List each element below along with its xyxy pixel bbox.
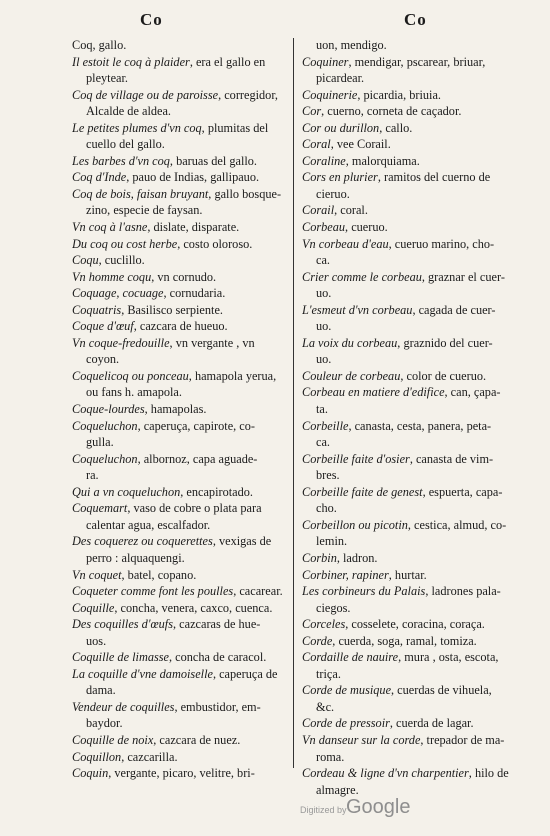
dictionary-line <box>72 401 290 418</box>
definition-text: , cazcaras de hue- <box>173 617 261 632</box>
dictionary-line <box>302 550 520 567</box>
dictionary-line <box>302 202 520 219</box>
definition-text: , hurtar. <box>388 567 427 582</box>
definition-text: , canasta de vim- <box>409 451 494 466</box>
headword: Corceles <box>302 617 346 632</box>
definition-text: cuello del gallo. <box>86 137 165 152</box>
definition-text: , Basilisco serpiente. <box>121 302 223 317</box>
definition-text: , vn vergante , vn <box>169 335 255 350</box>
definition-text: , caperuça de <box>212 666 278 681</box>
dictionary-line <box>302 567 520 584</box>
dictionary-line <box>72 368 290 385</box>
headword: Corbeille faite de genest <box>302 484 423 499</box>
headword: Corail <box>302 203 335 218</box>
dictionary-line <box>302 269 520 286</box>
dictionary-line <box>302 484 520 501</box>
headword: Coquinerie <box>302 87 358 102</box>
dictionary-line <box>302 418 520 435</box>
dictionary-line <box>302 451 520 468</box>
headword: Corde de pressoir <box>302 716 390 731</box>
dictionary-line <box>72 219 290 236</box>
definition-text: , cagada de cuer- <box>412 302 496 317</box>
definition-text: , mura , osta, escota, <box>398 650 499 665</box>
definition-text: perro : alquaquengi. <box>86 550 185 565</box>
dictionary-line <box>72 732 290 749</box>
definition-text: , cornudaria. <box>163 286 226 301</box>
definition-text: ciegos. <box>316 600 351 615</box>
headword: Vn homme coqu <box>72 269 152 284</box>
dictionary-line <box>302 335 520 352</box>
definition-text: , costo oloroso. <box>177 236 253 251</box>
definition-text: , cuerno, corneta de caçador. <box>321 104 462 119</box>
dictionary-line <box>302 699 520 716</box>
headword: Des coquilles d'œufs <box>72 617 173 632</box>
definition-text: , malorquiama. <box>345 153 420 168</box>
dictionary-line <box>302 732 520 749</box>
dictionary-line <box>72 500 290 517</box>
dictionary-line <box>302 103 520 120</box>
running-header-right: Co <box>404 10 427 29</box>
definition-text: &c. <box>316 699 335 714</box>
dictionary-line <box>72 269 290 286</box>
headword: Corbin <box>302 550 337 565</box>
dictionary-line <box>72 550 290 567</box>
headword: Coquille <box>72 600 115 615</box>
headword: Corbeillon ou picotin <box>302 517 408 532</box>
dictionary-line <box>302 302 520 319</box>
definition-text: , trepador de ma- <box>420 732 505 747</box>
definition-text: , vaso de cobre o plata para <box>127 501 262 516</box>
dictionary-line <box>72 484 290 501</box>
dictionary-line <box>72 467 290 484</box>
dictionary-line <box>72 202 290 219</box>
headword: Du coq ou cost herbe <box>72 236 178 251</box>
definition-text: , plumitas del <box>201 120 269 135</box>
definition-text: , espuerta, capa- <box>422 484 503 499</box>
headword: Les barbes d'vn coq <box>72 153 170 168</box>
definition-text: uos. <box>86 633 107 648</box>
definition-text: Alcalde de aldea. <box>86 104 172 119</box>
dictionary-line <box>72 236 290 253</box>
definition-text: , cuerda, soga, ramal, tomiza. <box>332 633 477 648</box>
dictionary-line <box>72 169 290 186</box>
headword: Vn coq à l'asne <box>72 220 148 235</box>
definition-text: baydor. <box>86 716 123 731</box>
dictionary-line <box>302 500 520 517</box>
dictionary-line <box>72 616 290 633</box>
headword: Cordaille de nauire <box>302 650 399 665</box>
definition-text: , vergante, picaro, velitre, bri- <box>108 766 255 781</box>
headword: Des coquerez ou coquerettes <box>72 534 213 549</box>
definition-text: , ladron. <box>336 550 378 565</box>
dictionary-line <box>302 517 520 534</box>
digitization-footer <box>300 796 470 822</box>
dictionary-line <box>72 120 290 137</box>
dictionary-line <box>302 765 520 782</box>
dictionary-line <box>72 715 290 732</box>
headword: Vn danseur sur la corde <box>302 732 421 747</box>
definition-text: , hilo de <box>468 766 509 781</box>
definition-text: , cosselete, coracina, coraça. <box>345 617 485 632</box>
headword: Coquille de noix <box>72 732 154 747</box>
definition-text: ca. <box>316 435 330 450</box>
dictionary-line <box>302 749 520 766</box>
headword: Coqueter comme font les poulles <box>72 584 234 599</box>
dictionary-line <box>72 384 290 401</box>
definition-text: uon, mendigo. <box>316 38 387 52</box>
headword: Corde de musique <box>302 683 392 698</box>
dictionary-line <box>302 219 520 236</box>
definition-text: triça. <box>316 666 341 681</box>
headword: Corbeille faite d'osier <box>302 451 410 466</box>
definition-text: , cazcarilla. <box>121 749 178 764</box>
definition-text: , vn cornudo. <box>151 269 217 284</box>
definition-text: , cazcara de hueuo. <box>133 319 228 334</box>
definition-text: , graznar el cuer- <box>421 269 505 284</box>
definition-text: , pauo de Indias, gallipauo. <box>126 170 260 185</box>
headword: Corbeau en matiere d'edifice <box>302 385 445 400</box>
dictionary-line <box>302 186 520 203</box>
headword: Coraline <box>302 153 346 168</box>
dictionary-line <box>302 351 520 368</box>
headword: Coqueluchon <box>72 451 138 466</box>
definition-text: ta. <box>316 402 328 417</box>
definition-text: cieruo. <box>316 186 350 201</box>
running-header-left: Co <box>140 10 163 29</box>
definition-text: dama. <box>86 683 116 698</box>
column-divider <box>293 38 294 768</box>
definition-text: , cazcara de nuez. <box>153 732 241 747</box>
definition-text: zino, especie de faysan. <box>86 203 203 218</box>
headword: Vn coquet <box>72 567 122 582</box>
dictionary-line <box>72 252 290 269</box>
headword: Crier comme le corbeau <box>302 269 422 284</box>
definition-text: , ramitos del cuerno de <box>377 170 491 185</box>
definition-text: ou fans h. amapola. <box>86 385 182 400</box>
definition-text: , corregidor, <box>218 87 279 102</box>
headword: L'esmeut d'vn corbeau <box>302 302 413 317</box>
headword: Cor <box>302 104 322 119</box>
definition-text: , albornoz, capa aguade- <box>137 451 258 466</box>
dictionary-line <box>302 153 520 170</box>
headword: Vn corbeau d'eau <box>302 236 389 251</box>
definition-text: , cacarear. <box>233 584 283 599</box>
headword: Corbeille <box>302 418 349 433</box>
dictionary-line <box>72 70 290 87</box>
definition-text: , cuclillo. <box>98 253 145 268</box>
definition-text: , dislate, disparate. <box>147 220 240 235</box>
definition-text: calentar agua, escalfador. <box>86 517 211 532</box>
definition-text: , callo. <box>379 120 413 135</box>
dictionary-line <box>72 600 290 617</box>
headword: Cordeau & ligne d'vn charpentier <box>302 766 469 781</box>
headword: Vn coque-fredouille <box>72 335 170 350</box>
definition-text: cho. <box>316 501 337 516</box>
definition-text: , concha, venera, caxco, cuenca. <box>114 600 273 615</box>
dictionary-line <box>72 318 290 335</box>
dictionary-line <box>72 765 290 782</box>
headword: Coquemart <box>72 501 128 516</box>
headword: Coq d'Inde <box>72 170 127 185</box>
definition-text: , color de cueruo. <box>400 368 487 383</box>
headword: Les corbineurs du Palais <box>302 584 426 599</box>
definition-text: , coral. <box>334 203 368 218</box>
dictionary-line <box>302 583 520 600</box>
definition-text: Coq, gallo. <box>72 38 127 52</box>
dictionary-line <box>72 699 290 716</box>
headword: Corbiner, rapiner <box>302 567 389 582</box>
headword: Corbeau <box>302 220 346 235</box>
digitized-by-text: Digitized by <box>300 805 347 815</box>
definition-text: , vee Corail. <box>330 137 391 152</box>
dictionary-line <box>72 567 290 584</box>
dictionary-line <box>302 368 520 385</box>
left-column <box>72 37 290 782</box>
dictionary-line <box>72 533 290 550</box>
dictionary-line <box>302 401 520 418</box>
dictionary-line <box>72 649 290 666</box>
headword: Coq de bois, faisan bruyant <box>72 186 209 201</box>
dictionary-line <box>302 682 520 699</box>
definition-text: , hamapola yerua, <box>188 368 277 383</box>
definition-text: almagre. <box>316 782 359 797</box>
headword: Coquiner <box>302 54 349 69</box>
dictionary-line <box>72 583 290 600</box>
dictionary-line <box>72 285 290 302</box>
definition-text: , baruas del gallo. <box>169 153 257 168</box>
headword: Corde <box>302 633 333 648</box>
dictionary-line <box>72 749 290 766</box>
headword: Cor ou durillon <box>302 120 380 135</box>
definition-text: uo. <box>316 319 332 334</box>
definition-text: , concha de caracol. <box>169 650 267 665</box>
dictionary-line <box>302 434 520 451</box>
dictionary-line <box>72 54 290 71</box>
dictionary-line <box>302 666 520 683</box>
dictionary-line <box>72 666 290 683</box>
dictionary-line <box>302 649 520 666</box>
definition-text: , cuerdas de vihuela, <box>391 683 492 698</box>
headword: Cors en plurier <box>302 170 378 185</box>
dictionary-line <box>302 467 520 484</box>
dictionary-line <box>302 715 520 732</box>
definition-text: , encapirotado. <box>180 484 253 499</box>
dictionary-line <box>302 120 520 137</box>
headword: Coque-lourdes <box>72 402 145 417</box>
headword: Vendeur de coquilles <box>72 699 175 714</box>
definition-text: , hamapolas. <box>144 402 207 417</box>
headword: Coque d'œuf <box>72 319 134 334</box>
headword: Coqu <box>72 253 99 268</box>
headword: Il estoit le coq à plaider <box>72 54 190 69</box>
headword: La coquille d'vne damoiselle <box>72 666 213 681</box>
definition-text: , picardia, briuia. <box>357 87 441 102</box>
dictionary-line <box>302 87 520 104</box>
headword: Coral <box>302 137 331 152</box>
dictionary-line <box>302 252 520 269</box>
headword: Coquillon <box>72 749 122 764</box>
definition-text: coyon. <box>86 352 120 367</box>
dictionary-line <box>302 70 520 87</box>
dictionary-line <box>72 153 290 170</box>
dictionary-line <box>72 103 290 120</box>
headword: Qui a vn coqueluchon <box>72 484 181 499</box>
definition-text: pleytear. <box>86 71 128 86</box>
dictionary-line <box>72 302 290 319</box>
definition-text: ca. <box>316 253 330 268</box>
headword: Coqueluchon <box>72 418 138 433</box>
definition-text: , cueruo marino, cho- <box>388 236 495 251</box>
dictionary-line <box>72 136 290 153</box>
definition-text: , cuerda de lagar. <box>389 716 474 731</box>
google-logo: Google <box>346 796 411 818</box>
dictionary-line <box>72 87 290 104</box>
definition-text: uo. <box>316 286 332 301</box>
definition-text: , gallo bosque- <box>208 186 282 201</box>
definition-text: picardear. <box>316 71 365 86</box>
dictionary-line <box>72 682 290 699</box>
definition-text: , embustidor, em- <box>174 699 261 714</box>
definition-text: uo. <box>316 352 332 367</box>
definition-text: roma. <box>316 749 345 764</box>
headword: Coquage, cocuage <box>72 286 164 301</box>
definition-text: , era el gallo en <box>189 54 266 69</box>
dictionary-line <box>302 285 520 302</box>
dictionary-line <box>302 633 520 650</box>
dictionary-line <box>72 434 290 451</box>
dictionary-line <box>302 136 520 153</box>
headword: Coquille de limasse <box>72 650 170 665</box>
right-column <box>302 37 520 798</box>
definition-text: , graznido del cuer- <box>397 335 493 350</box>
dictionary-line <box>302 318 520 335</box>
headword: La voix du corbeau <box>302 335 398 350</box>
dictionary-line <box>302 600 520 617</box>
definition-text: , ladrones pala- <box>425 584 501 599</box>
definition-text: , vexigas de <box>212 534 272 549</box>
headword: Coq de village ou de paroisse <box>72 87 219 102</box>
definition-text: , mendigar, pscarear, briuar, <box>348 54 486 69</box>
headword: Coquatris <box>72 302 122 317</box>
definition-text: , cueruo. <box>345 220 388 235</box>
definition-text: , canasta, cesta, panera, peta- <box>348 418 492 433</box>
dictionary-line <box>302 533 520 550</box>
definition-text: gulla. <box>86 435 114 450</box>
dictionary-line <box>72 451 290 468</box>
dictionary-line <box>72 37 290 54</box>
dictionary-line <box>72 517 290 534</box>
definition-text: lemin. <box>316 534 348 549</box>
dictionary-line <box>302 169 520 186</box>
definition-text: , cestica, almud, co- <box>407 517 507 532</box>
headword: Couleur de corbeau <box>302 368 401 383</box>
dictionary-line <box>302 37 520 54</box>
definition-text: , batel, copano. <box>121 567 197 582</box>
dictionary-line <box>302 236 520 253</box>
dictionary-line <box>72 335 290 352</box>
headword: Le petites plumes d'vn coq <box>72 120 202 135</box>
dictionary-line <box>72 351 290 368</box>
dictionary-line <box>72 186 290 203</box>
dictionary-line <box>302 54 520 71</box>
definition-text: bres. <box>316 468 340 483</box>
dictionary-line <box>302 616 520 633</box>
headword: Coquin <box>72 766 109 781</box>
definition-text: ra. <box>86 468 99 483</box>
definition-text: , caperuça, capirote, co- <box>137 418 256 433</box>
headword: Coquelicoq ou ponceau <box>72 368 189 383</box>
dictionary-line <box>302 384 520 401</box>
dictionary-line <box>72 633 290 650</box>
dictionary-line <box>72 418 290 435</box>
definition-text: , can, çapa- <box>444 385 501 400</box>
